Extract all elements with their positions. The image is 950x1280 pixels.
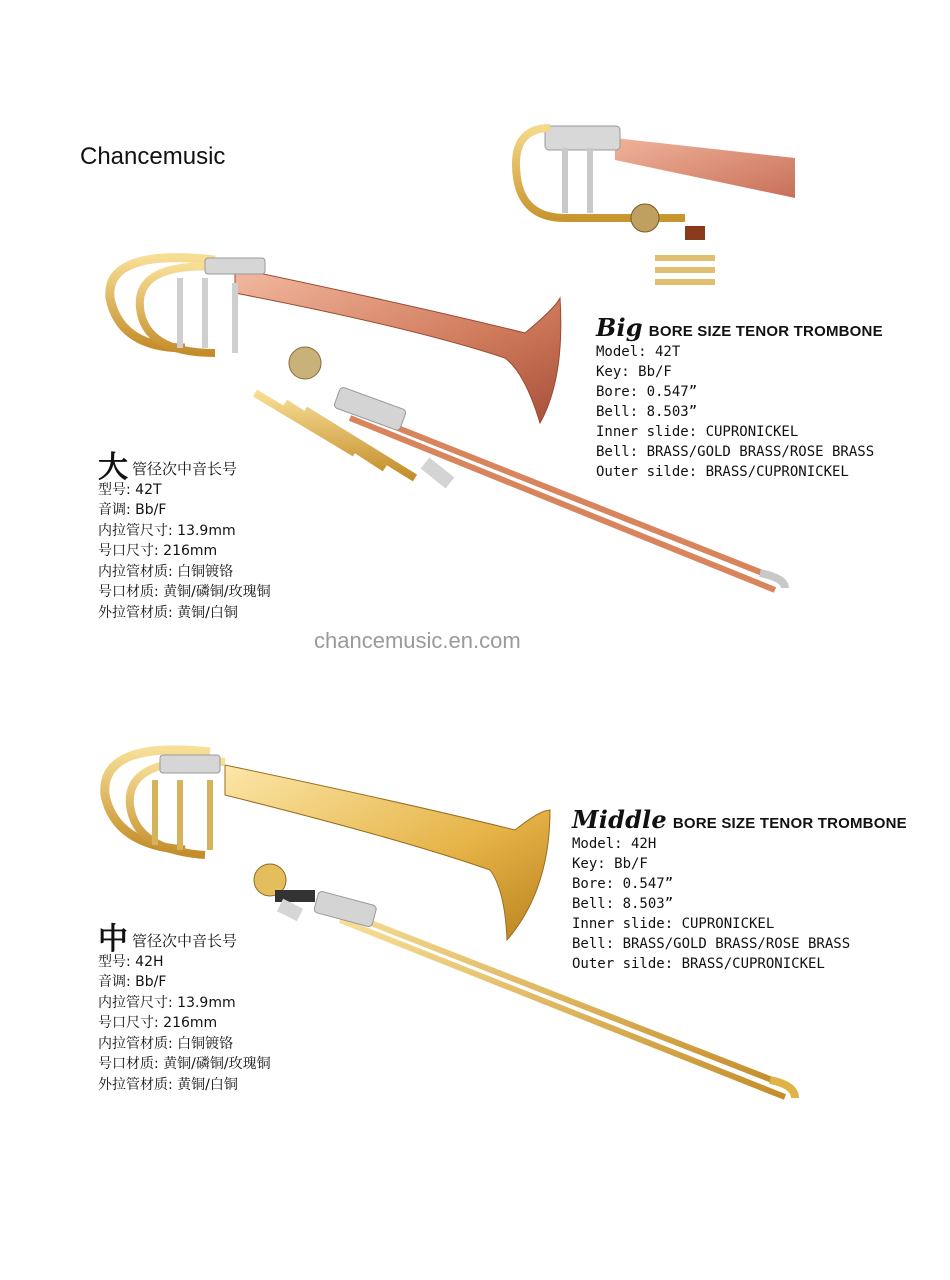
- middle-cn-line-key: 音调: Bb/F: [98, 974, 167, 990]
- middle-en-title: [572, 805, 907, 834]
- middle-en-line-model: Model: 42H: [572, 836, 657, 852]
- big-cn-specs: [98, 450, 271, 623]
- big-en-line-bore: Bore: 0.547”: [596, 384, 698, 400]
- middle-en-line-outer-slide: Outer silde: BRASS/CUPRONICKEL: [572, 956, 825, 972]
- big-en-line-outer-slide: Outer silde: BRASS/CUPRONICKEL: [596, 464, 849, 480]
- middle-cn-size-word: 中: [98, 922, 128, 957]
- middle-cn-title-text: 管径次中音长号: [132, 932, 238, 950]
- big-cn-line-bell-size: 号口尺寸: 216mm: [98, 543, 218, 559]
- big-size-word: Big: [596, 313, 643, 342]
- big-en-line-bell-size: Bell: 8.503”: [596, 404, 698, 420]
- big-en-line-bell-material: Bell: BRASS/GOLD BRASS/ROSE BRASS: [596, 444, 875, 460]
- brand-name: Chancemusic: [80, 143, 226, 170]
- middle-en-line-inner-slide: Inner slide: CUPRONICKEL: [572, 916, 775, 932]
- big-cn-line-key: 音调: Bb/F: [98, 502, 167, 518]
- middle-en-line-key: Key: Bb/F: [572, 856, 648, 872]
- middle-cn-line-inner-size: 内拉管尺寸: 13.9mm: [98, 994, 236, 1011]
- big-en-line-model: Model: 42T: [596, 344, 681, 360]
- big-en-line-inner-slide: Inner slide: CUPRONICKEL: [596, 424, 799, 440]
- middle-size-word: Middle: [572, 805, 667, 834]
- middle-cn-specs: [98, 922, 271, 1095]
- big-cn-line-inner-material: 内拉管材质: 白铜镀铬: [98, 563, 234, 580]
- big-en-line-key: Key: Bb/F: [596, 364, 672, 380]
- middle-en-line-bore: Bore: 0.547”: [572, 876, 674, 892]
- middle-en-specs: [572, 805, 907, 974]
- big-cn-line-inner-size: 内拉管尺寸: 13.9mm: [98, 522, 236, 539]
- middle-cn-line-inner-material: 内拉管材质: 白铜镀铬: [98, 1035, 234, 1052]
- middle-en-line-bell-material: Bell: BRASS/GOLD BRASS/ROSE BRASS: [572, 936, 851, 952]
- middle-cn-line-bell-material: 号口材质: 黄铜/磷铜/玫瑰铜: [98, 1056, 271, 1072]
- big-en-title: [596, 313, 883, 342]
- middle-cn-line-model: 型号: 42H: [98, 953, 164, 970]
- watermark: chancemusic.en.com: [314, 628, 521, 653]
- big-cn-line-model: 型号: 42T: [98, 481, 162, 498]
- big-cn-line-outer-material: 外拉管材质: 黄铜/白铜: [98, 604, 238, 621]
- middle-cn-title: [98, 922, 271, 957]
- big-cn-title-text: 管径次中音长号: [132, 460, 238, 478]
- big-en-specs: [596, 313, 883, 482]
- middle-cn-line-bell-size: 号口尺寸: 216mm: [98, 1015, 218, 1031]
- big-cn-line-bell-material: 号口材质: 黄铜/磷铜/玫瑰铜: [98, 584, 271, 600]
- big-cn-size-word: 大: [98, 450, 128, 485]
- middle-cn-line-outer-material: 外拉管材质: 黄铜/白铜: [98, 1076, 238, 1093]
- middle-en-line-bell-size: Bell: 8.503”: [572, 896, 674, 912]
- middle-en-title-text: BORE SIZE TENOR TROMBONE: [672, 815, 907, 832]
- big-en-title-text: BORE SIZE TENOR TROMBONE: [648, 323, 883, 340]
- big-cn-title: [98, 450, 271, 485]
